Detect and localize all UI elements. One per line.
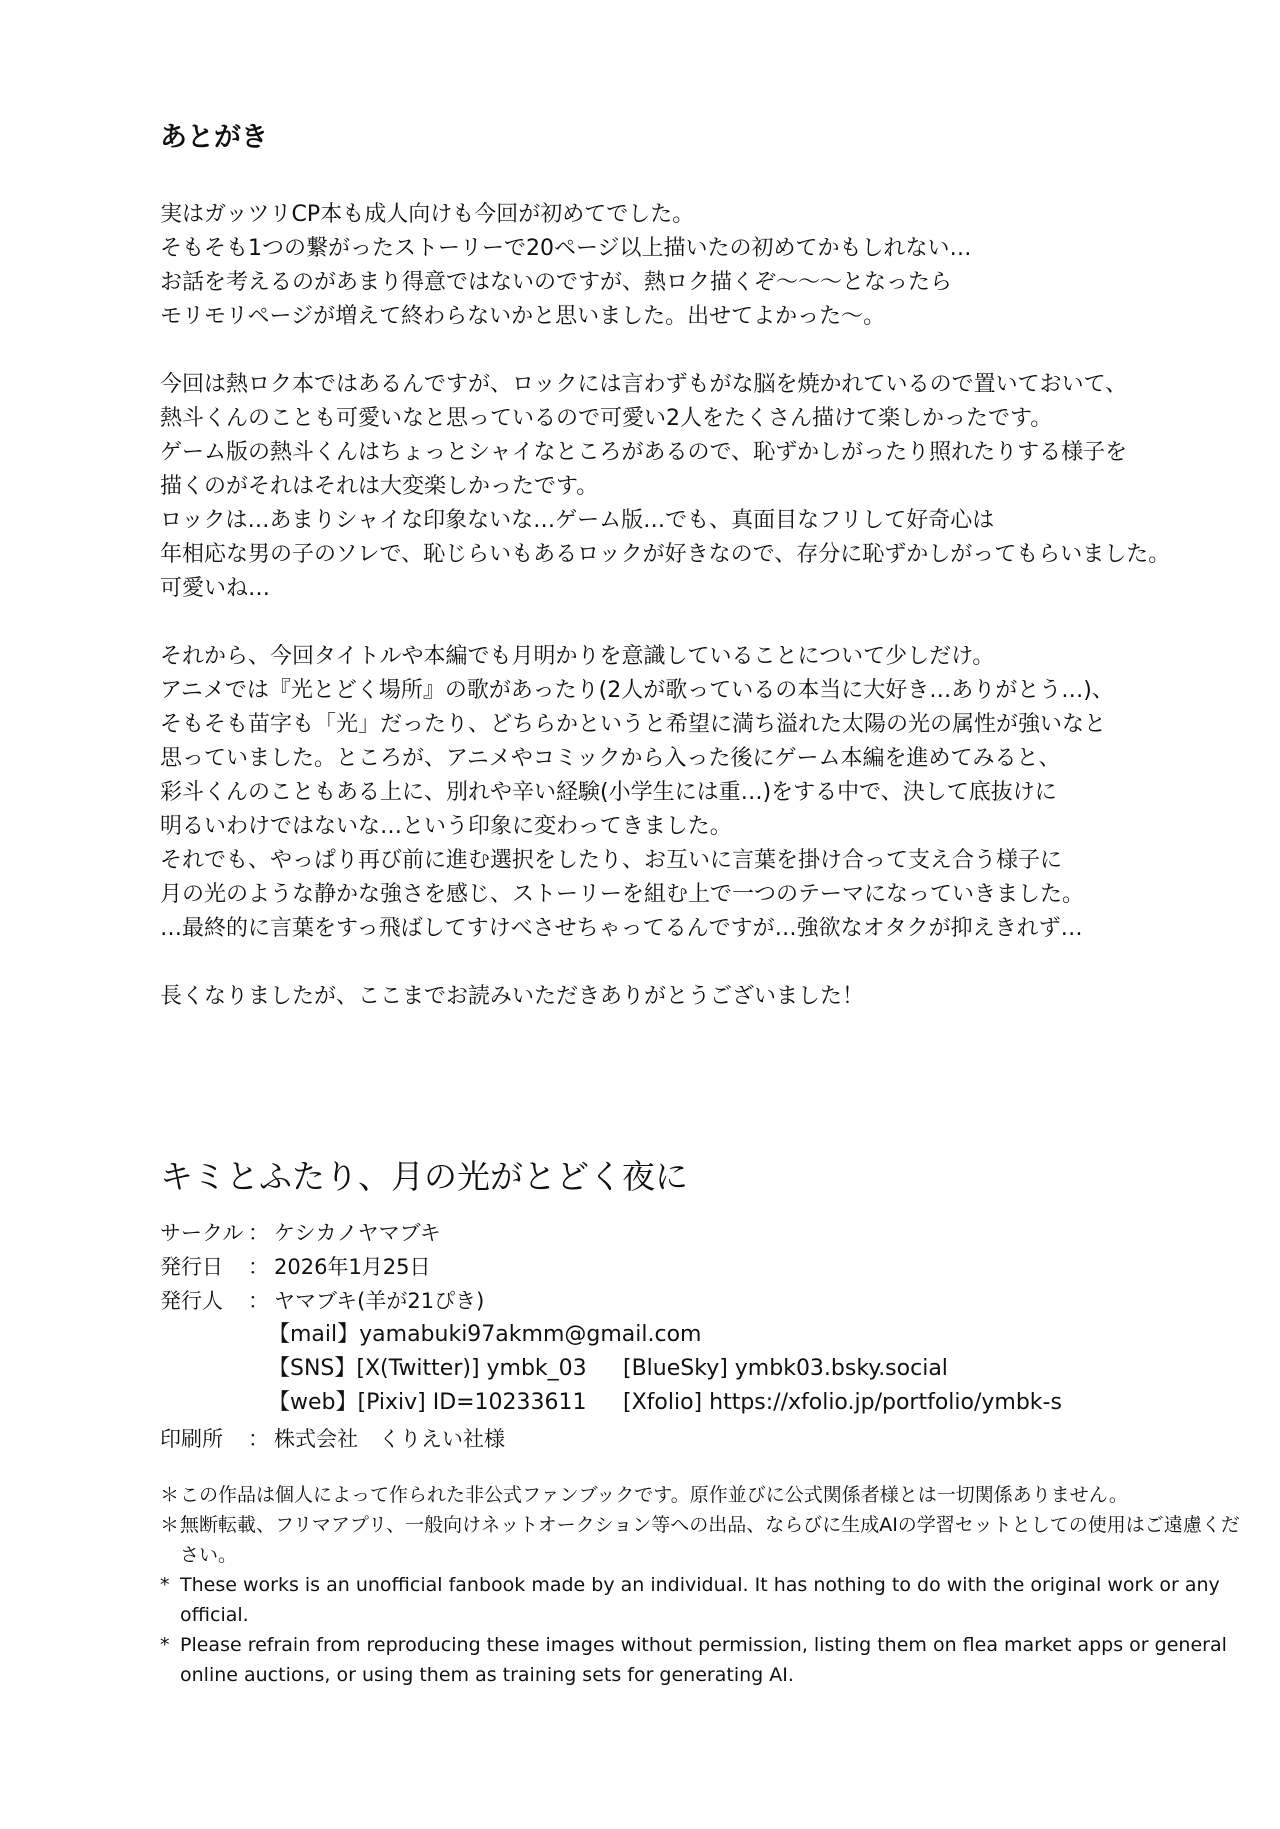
colon: ： <box>248 1289 269 1313</box>
asterisk-mark: ＊ <box>160 1484 180 1506</box>
note-text: 無断転載、フリマアプリ、一般向けネットオークション等への出品、ならびに生成AIの学習セットとしての使用はご遠慮ください。 <box>180 1514 1240 1566</box>
date-label: 発行日 <box>160 1255 223 1279</box>
text-line: ゲーム版の熱斗くんはちょっとシャイなところがあるので、恥ずかしがったり照れたりする様子を <box>160 440 1128 465</box>
text-line: 描くのがそれはそれは大変楽しかったです。 <box>160 474 599 499</box>
colon: ： <box>248 1221 269 1245</box>
colophon <box>160 1216 1240 1456</box>
pixiv-link[interactable]: 【web】[Pixiv] ID=10233611 <box>268 1390 587 1415</box>
xfolio-link[interactable]: [Xfolio] https://xfolio.jp/portfolio/ymbk-s <box>623 1390 1062 1415</box>
printer-value: 株式会社 くりえい社様 <box>274 1427 505 1451</box>
note-text: この作品は個人によって作られた非公式ファンブックです。原作並びに公式関係者様とは一切関係ありません。 <box>180 1484 1128 1506</box>
circle-row <box>160 1216 1240 1250</box>
twitter-link[interactable]: 【SNS】[X(Twitter)] ymbk_03 <box>268 1356 587 1381</box>
note-jp-1 <box>160 1480 1240 1510</box>
asterisk-mark: * <box>160 1574 170 1596</box>
text-line: 年相応な男の子のソレで、恥じらいもあるロックが好きなので、存分に恥ずかしがってもらいました。 <box>160 542 1171 567</box>
circle-label: サークル <box>160 1221 244 1245</box>
afterword-section <box>160 118 1240 1014</box>
afterword-paragraph-3 <box>160 640 1240 946</box>
date-value: 2026年1月25日 <box>274 1255 431 1279</box>
text-line: そもそも1つの繋がったストーリーで20ページ以上描いたの初めてかもしれない… <box>160 236 972 261</box>
bluesky-link[interactable]: [BlueSky] ymbk03.bsky.social <box>623 1356 948 1381</box>
mail-link[interactable]: 【mail】yamabuki97akmm@gmail.com <box>268 1322 702 1347</box>
book-title: キミとふたり、月の光がとどく夜に <box>160 1157 688 1196</box>
afterword-closing <box>160 980 1240 1014</box>
text-line: アニメでは『光とどく場所』の歌があったり(2人が歌っているの本当に大好き…ありがとう…)、 <box>160 678 1114 703</box>
text-line: お話を考えるのがあまり得意ではないのですが、熱ロク描くぞ〜〜〜となったら <box>160 270 953 295</box>
text-line: 思っていました。ところが、アニメやコミックから入った後にゲーム本編を進めてみると、 <box>160 746 1061 771</box>
text-line: 熱斗くんのことも可愛いなと思っているので可愛い2人をたくさん描けて楽しかったです。 <box>160 406 1053 431</box>
mail-row <box>160 1318 1240 1352</box>
date-row <box>160 1250 1240 1284</box>
colon: ： <box>248 1255 269 1279</box>
asterisk-mark: ＊ <box>160 1514 180 1536</box>
text-line: そもそも苗字も「光」だったり、どちらかというと希望に満ち溢れた太陽の光の属性が強いなと <box>160 712 1107 737</box>
text-line: 月の光のような静かな強さを感じ、ストーリーを組む上で一つのテーマになっていきました。 <box>160 882 1085 907</box>
note-text: These works is an unofficial fanbook made by an individual. It has nothing to do with the original work or any official. <box>180 1574 1220 1626</box>
note-jp-2 <box>160 1510 1240 1570</box>
text-line: …最終的に言葉をすっ飛ばしてすけべさせちゃってるんですが…強欲なオタクが抑えきれず… <box>160 916 1083 941</box>
text-line: 今回は熱ロク本ではあるんですが、ロックには言わずもがな脳を焼かれているので置いておいて、 <box>160 372 1128 397</box>
closing-line: 長くなりましたが、ここまでお読みいただきありがとうございました！ <box>160 984 865 1009</box>
afterword-heading: あとがき <box>160 122 268 153</box>
note-en-2 <box>160 1630 1240 1690</box>
printer-row <box>160 1422 1240 1456</box>
text-line: 彩斗くんのこともある上に、別れや辛い経験(小学生には重…)をする中で、決して底抜けに <box>160 780 1057 805</box>
disclaimer-notes <box>160 1480 1240 1690</box>
circle-value: ケシカノヤマブキ <box>274 1221 441 1245</box>
asterisk-mark: * <box>160 1634 170 1656</box>
text-line: モリモリページが増えて終わらないかと思いました。出せてよかった〜。 <box>160 304 886 329</box>
text-line: ロックは…あまりシャイな印象ないな…ゲーム版…でも、真面目なフリして好奇心は <box>160 508 995 533</box>
publisher-value: ヤマブキ(羊が21ぴき) <box>274 1289 485 1313</box>
text-line: それから、今回タイトルや本編でも月明かりを意識していることについて少しだけ。 <box>160 644 995 669</box>
afterword-paragraph-1 <box>160 198 1240 334</box>
text-line: 明るいわけではないな…という印象に変わってきました。 <box>160 814 732 839</box>
web-row <box>160 1386 1240 1420</box>
colon: ： <box>248 1427 269 1451</box>
note-en-1 <box>160 1570 1240 1630</box>
text-line: それでも、やっぱり再び前に進む選択をしたり、お互いに言葉を掛け合って支え合う様子に <box>160 848 1063 873</box>
note-text: Please refrain from reproducing these images without permission, listing them on flea market apps or general online auctions, or using them as training sets for generating AI. <box>180 1634 1227 1686</box>
text-line: 実はガッツリCP本も成人向けも今回が初めてでした。 <box>160 202 695 227</box>
printer-label: 印刷所 <box>160 1427 223 1451</box>
publisher-label: 発行人 <box>160 1289 223 1313</box>
publisher-row <box>160 1284 1240 1318</box>
afterword-paragraph-2 <box>160 368 1240 606</box>
sns-row <box>160 1352 1240 1386</box>
text-line: 可愛いね… <box>160 576 271 601</box>
